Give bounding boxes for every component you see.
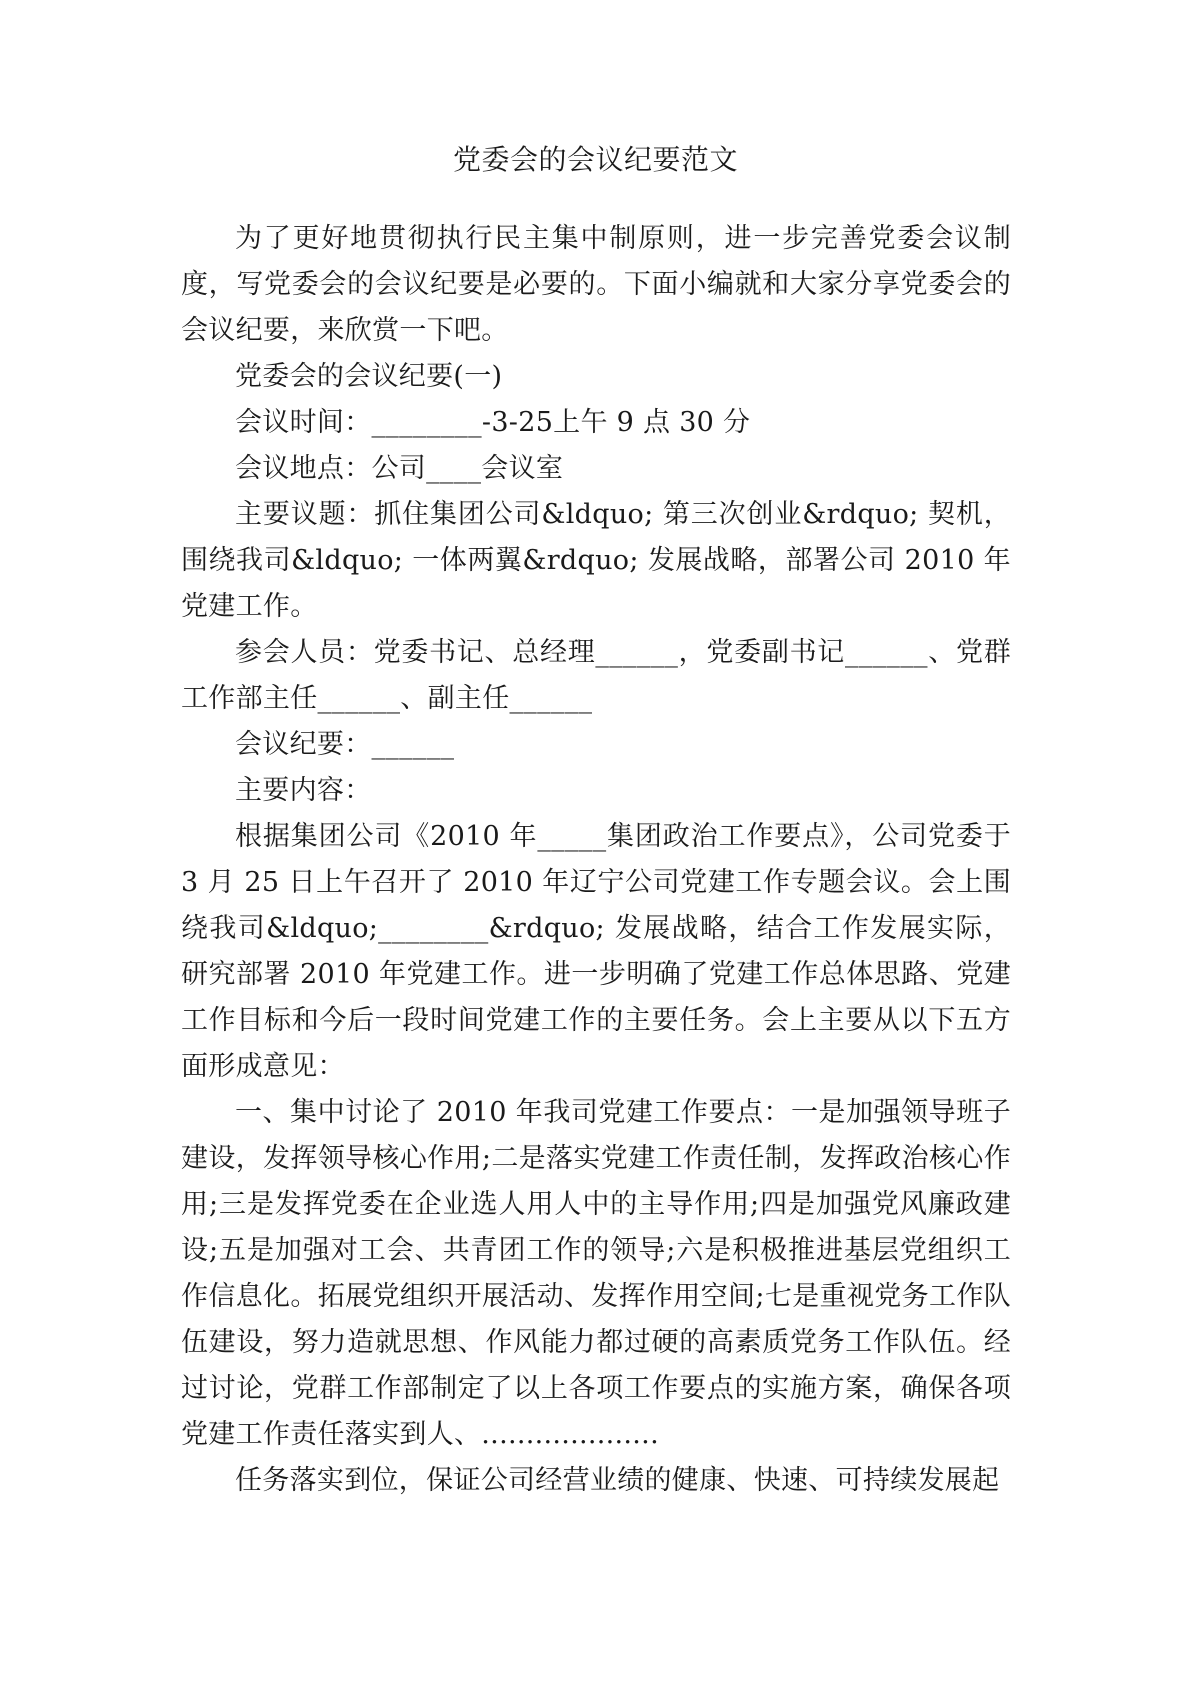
meeting-recorder: 会议纪要：______ [235,729,455,760]
meeting-time: 会议时间：________-3-25上午 9 点 30 分 [235,407,751,438]
meeting-attendees: 参会人员：党委书记、总经理______，党委副书记______、党群工作部主任______、副主任______ [181,637,1011,714]
intro-paragraph: 为了更好地贯彻执行民主集中制原则，进一步完善党委会议制度，写党委会的会议纪要是必要的。下面小编就和大家分享党委会的会议纪要，来欣赏一下吧。 [181,223,1011,346]
body-paragraph: 一、集中讨论了 2010 年我司党建工作要点：一是加强领导班子建设，发挥领导核心作用;二是落实党建工作责任制，发挥政治核心作用;三是发挥党委在企业选人用人中的主导作用;四是加强党风廉政建设;五是加强对工会、共青团工作的领导;六是积极推进基层党组织工作信息化。拓展党组织开展活动、发挥作用空间;七是重视党务工作队伍建设，努力造就思想、作风能力都过硬的高素质党务工作队伍。经过讨论，党群工作部制定了以上各项工作要点的实施方案，确保各项党建工作责任落实到人、.................... [181,1097,1011,1450]
document-title: 党委会的会议纪要范文 [452,143,738,176]
section-heading: 党委会的会议纪要(一) [235,361,503,392]
body-paragraph: 任务落实到位，保证公司经营业绩的健康、快速、可持续发展起 [235,1465,1000,1496]
meeting-location: 会议地点：公司____会议室 [235,453,564,484]
main-content-heading: 主要内容： [235,775,372,806]
meeting-topic: 主要议题：抓住集团公司&ldquo; 第三次创业&rdquo; 契机，围绕我司&ldquo; 一体两翼&rdquo; 发展战略，部署公司 2010 年党建工作。 [181,499,1011,622]
document-body [181,216,1011,1504]
body-paragraph: 根据集团公司《2010 年_____集团政治工作要点》，公司党委于 3 月 25 日上午召开了 2010 年辽宁公司党建工作专题会议。会上围绕我司&ldquo;________&rdquo; 发展战略，结合工作发展实际，研究部署 2010 年党建工作。进一步明确了党建工作总体思路、党建工作目标和今后一段时间党建工作的主要任务。会上主要从以下五方面形成意见： [181,821,1011,1082]
